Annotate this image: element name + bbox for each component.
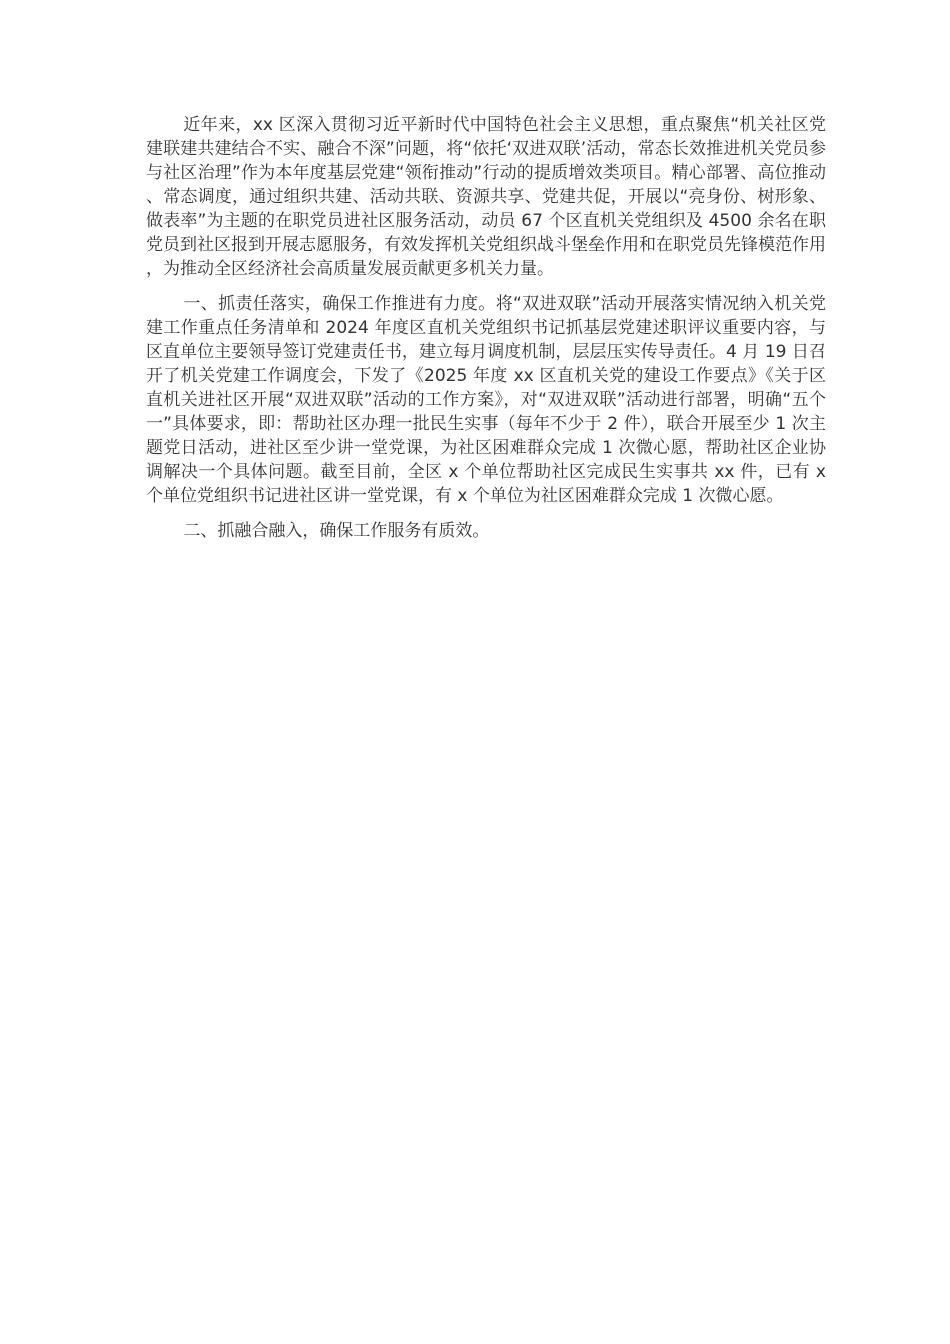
document-body <box>146 113 826 554</box>
section-two-heading: 二、抓融合融入，确保工作服务有质效。 <box>183 521 490 541</box>
section-one-paragraph: 一、抓责任落实，确保工作推进有力度。将“双进双联”活动开展落实情况纳入机关党建工作重点任务清单和 2024 年度区直机关党组织书记抓基层党建述职评议重要内容，与区直单位主要领导签订党建责任书，建立每月调度机制，层层压实传导责任。4 月 19 日召开了机关党建工作调度会，下发了《2025 年度 xx 区直机关党的建设工作要点》《关于区直机关进社区开展“双进双联”活动的工作方案》，对“双进双联”活动进行部署，明确“五个一”具体要求，即：帮助社区办理一批民生实事（每年不少于 2 件），联合开展至少 1 次主题党日活动，进社区至少讲一堂党课，为社区困难群众完成 1 次微心愿，帮助社区企业协调解决一个具体问题。截至目前，全区 x 个单位帮助社区完成民生实事共 xx 件，已有 x 个单位党组织书记进社区讲一堂党课，有 x 个单位为社区困难群众完成 1 次微心愿。 <box>146 294 826 506</box>
intro-paragraph: 近年来，xx 区深入贯彻习近平新时代中国特色社会主义思想，重点聚焦“机关社区党建联建共建结合不实、融合不深”问题，将“依托‘双进双联’活动，常态长效推进机关党员参与社区治理”作为本年度基层党建“领衔推动”行动的提质增效类项目。精心部署、高位推动、常态调度，通过组织共建、活动共联、资源共享、党建共促，开展以“亮身份、树形象、做表率”为主题的在职党员进社区服务活动，动员 67 个区直机关党组织及 4500 余名在职党员到社区报到开展志愿服务，有效发挥机关党组织战斗堡垒作用和在职党员先锋模范作用，为推动全区经济社会高质量发展贡献更多机关力量。 <box>146 115 826 279</box>
